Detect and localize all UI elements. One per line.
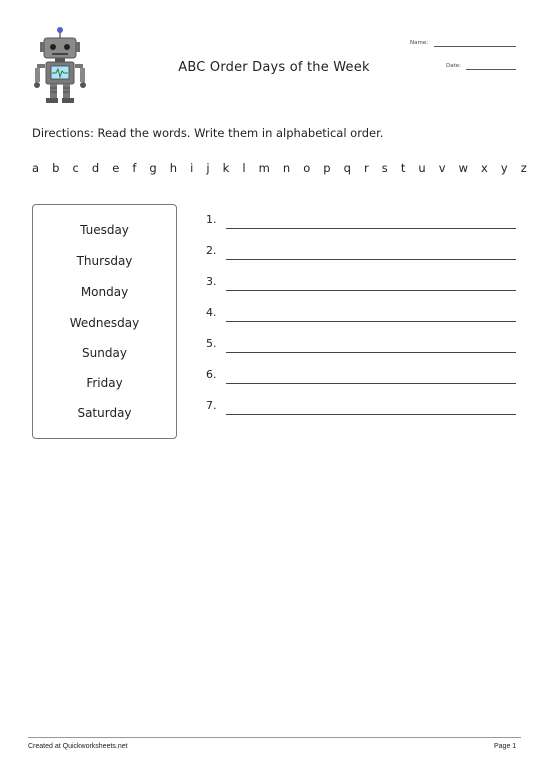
name-field[interactable] bbox=[434, 46, 516, 47]
word-item: Friday bbox=[86, 376, 123, 390]
word-bank bbox=[32, 204, 177, 439]
word-item: Wednesday bbox=[69, 316, 140, 330]
answer-number: 6. bbox=[206, 368, 217, 381]
word-item: Saturday bbox=[77, 406, 132, 420]
name-label: Name: bbox=[410, 40, 429, 46]
answer-number: 4. bbox=[206, 306, 217, 319]
word-item: Tuesday bbox=[80, 223, 129, 237]
answer-line[interactable] bbox=[226, 259, 516, 260]
answer-number: 3. bbox=[206, 275, 217, 288]
alphabet-strip: a b c d e f g h i j k l m n o p q r s t u v w x y z bbox=[32, 161, 532, 175]
answer-line[interactable] bbox=[226, 383, 516, 384]
answer-number: 2. bbox=[206, 244, 217, 257]
footer-divider bbox=[28, 737, 521, 738]
answer-number: 7. bbox=[206, 399, 217, 412]
date-label: Date: bbox=[446, 63, 461, 69]
word-item: Sunday bbox=[82, 346, 127, 360]
footer-credit: Created at Quickworksheets.net bbox=[28, 743, 128, 750]
answer-line[interactable] bbox=[226, 290, 516, 291]
page-number: Page 1 bbox=[494, 743, 517, 750]
word-item: Monday bbox=[80, 285, 129, 299]
directions-text: Directions: Read the words. Write them in alphabetical order. bbox=[32, 126, 384, 140]
page-title: ABC Order Days of the Week bbox=[178, 60, 370, 75]
answer-number: 5. bbox=[206, 337, 217, 350]
word-item: Thursday bbox=[76, 254, 133, 268]
answer-line[interactable] bbox=[226, 414, 516, 415]
answer-line[interactable] bbox=[226, 228, 516, 229]
answer-number: 1. bbox=[206, 213, 217, 226]
answer-line[interactable] bbox=[226, 321, 516, 322]
answer-line[interactable] bbox=[226, 352, 516, 353]
